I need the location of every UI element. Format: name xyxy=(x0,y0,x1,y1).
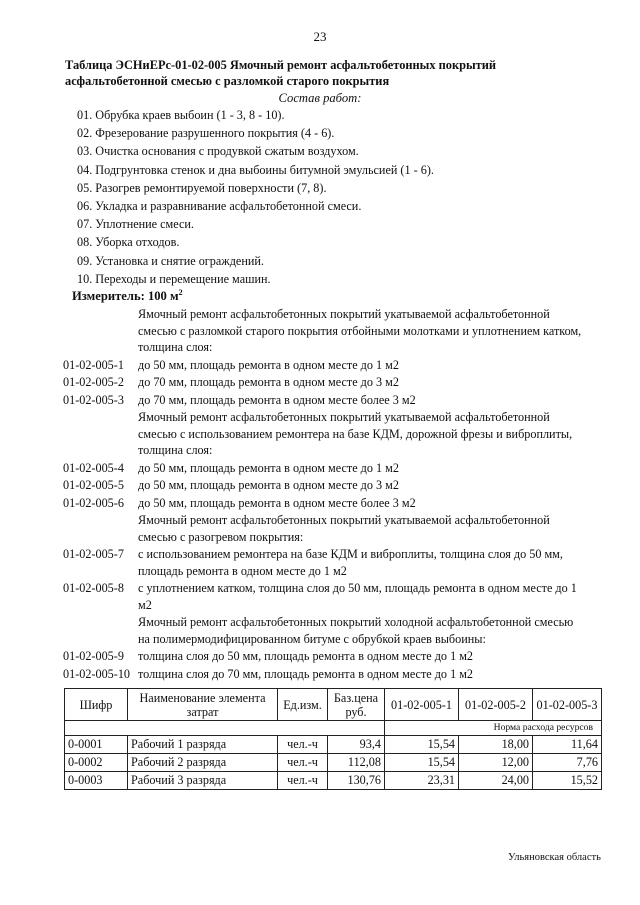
variant-code: 01-02-005-8 xyxy=(63,581,124,595)
variant-desc: до 50 мм, площадь ремонта в одном месте до 1 м2 xyxy=(138,460,399,475)
cell-v2: 12,00 xyxy=(459,754,533,772)
variant-row xyxy=(63,392,593,409)
work-item: 02. Фрезерование разрушенного покрытия (4 - 6). xyxy=(77,126,335,141)
cell-unit: чел.-ч xyxy=(278,754,328,772)
table-row xyxy=(65,754,602,772)
norm-label: Норма расхода ресурсов xyxy=(385,721,602,736)
variant-desc: до 50 мм, площадь ремонта в одном месте до 1 м2 xyxy=(138,357,399,372)
works-list xyxy=(77,108,434,290)
work-item: 10. Переходы и перемещение машин. xyxy=(77,271,271,286)
work-item: 09. Установка и снятие ограждений. xyxy=(77,253,264,268)
header-name: Наименование элемента затрат xyxy=(128,689,278,721)
cell-v1: 23,31 xyxy=(385,772,459,790)
variant-code: 01-02-005-1 xyxy=(63,357,124,372)
measure-unit xyxy=(72,288,183,304)
header-variant-3: 01-02-005-3 xyxy=(533,689,602,721)
variant-code: 01-02-005-2 xyxy=(63,375,124,389)
norm-spacer xyxy=(65,721,385,736)
cell-v1: 15,54 xyxy=(385,736,459,754)
group-heading: Ямочный ремонт асфальтобетонных покрытий укатываемой асфальтобетонной смесью с разогревом покрытия: xyxy=(138,513,550,544)
cell-name: Рабочий 2 разряда xyxy=(128,754,278,772)
cell-code: 0-0003 xyxy=(65,772,128,790)
variant-row xyxy=(63,495,593,512)
measure-superscript: 2 xyxy=(178,288,183,297)
variant-row xyxy=(63,580,593,613)
composition-heading: Состав работ: xyxy=(278,91,362,105)
header-unit: Ед.изм. xyxy=(278,689,328,721)
variant-code: 01-02-005-7 xyxy=(63,547,124,561)
group-heading: Ямочный ремонт асфальтобетонных покрытий холодной асфальтобетонной смесью на полимермодифицированном битуме с обрубкой краев выбоины: xyxy=(138,615,574,646)
cell-price: 93,4 xyxy=(328,736,385,754)
variant-code: 01-02-005-3 xyxy=(63,392,124,407)
variant-desc: до 70 мм, площадь ремонта в одном месте более 3 м2 xyxy=(138,392,416,407)
work-item: 07. Уплотнение смеси. xyxy=(77,217,194,232)
work-item: 04. Подгрунтовка стенок и дна выбоины битумной эмульсией (1 - 6). xyxy=(77,162,434,177)
cell-price: 112,08 xyxy=(328,754,385,772)
variant-code: 01-02-005-4 xyxy=(63,460,124,475)
variant-desc: толщина слоя до 70 мм, площадь ремонта в одном месте до 1 м2 xyxy=(138,666,474,681)
work-item: 05. Разогрев ремонтируемой поверхности (7, 8). xyxy=(77,180,327,195)
cell-name: Рабочий 1 разряда xyxy=(128,736,278,754)
region-label: Ульяновская область xyxy=(508,852,601,863)
header-code: Шифр xyxy=(65,689,128,721)
table-row xyxy=(65,772,602,790)
variant-code: 01-02-005-10 xyxy=(63,666,131,681)
cell-price: 130,76 xyxy=(328,772,385,790)
measure-label: Измеритель: 100 м xyxy=(72,289,179,303)
variant-desc: с использованием ремонтера на базе КДМ и виброплиты, толщина слоя до 50 мм, площадь ремонта в одном месте до 1 м2 xyxy=(138,547,563,578)
cell-v3: 11,64 xyxy=(533,736,602,754)
variant-code: 01-02-005-6 xyxy=(63,495,124,510)
table-title: Таблица ЭСНиЕРс-01-02-005 Ямочный ремонт асфальтобетонных покрытий асфальтобетонной смесью с разломкой старого покрытия xyxy=(65,58,497,88)
variant-desc: с уплотнением катком, толщина слоя до 50 мм, площадь ремонта в одном месте до 1 м2 xyxy=(138,581,577,612)
variant-desc: до 70 мм, площадь ремонта в одном месте до 3 м2 xyxy=(138,375,399,389)
norm-row xyxy=(65,721,602,736)
work-item: 01. Обрубка краев выбоин (1 - 3, 8 - 10). xyxy=(77,108,285,122)
cell-unit: чел.-ч xyxy=(278,772,328,790)
variant-row xyxy=(63,460,593,477)
cell-v1: 15,54 xyxy=(385,754,459,772)
resources-table xyxy=(64,688,602,790)
variant-desc: до 50 мм, площадь ремонта в одном месте до 3 м2 xyxy=(138,478,399,492)
group-heading: Ямочный ремонт асфальтобетонных покрытий укатываемой асфальтобетонной смесью с использованием ремонтера на базе КДМ, дорожной фрезы и виброплиты, толщина слоя: xyxy=(138,410,573,457)
variant-row xyxy=(63,666,593,683)
variants-section xyxy=(63,306,593,683)
work-item: 03. Очистка основания с продувкой сжатым воздухом. xyxy=(77,144,359,159)
variant-code: 01-02-005-9 xyxy=(63,649,124,663)
cell-unit: чел.-ч xyxy=(278,736,328,754)
cell-code: 0-0001 xyxy=(65,736,128,754)
variant-row xyxy=(63,648,593,665)
variant-desc: до 50 мм, площадь ремонта в одном месте более 3 м2 xyxy=(138,495,416,510)
cell-v2: 18,00 xyxy=(459,736,533,754)
variant-row xyxy=(63,357,593,374)
cell-code: 0-0002 xyxy=(65,754,128,772)
cell-v3: 15,52 xyxy=(533,772,602,790)
variant-code: 01-02-005-5 xyxy=(63,478,124,492)
work-item: 06. Укладка и разравнивание асфальтобетонной смеси. xyxy=(77,198,362,213)
group-heading: Ямочный ремонт асфальтобетонных покрытий укатываемой асфальтобетонной смесью с разломкой старого покрытия отбойными молотками и уплотнением катком, толщина слоя: xyxy=(138,307,582,354)
table-row xyxy=(65,736,602,754)
variant-row xyxy=(63,477,593,494)
page-number: 23 xyxy=(313,29,327,44)
cell-v3: 7,76 xyxy=(533,754,602,772)
header-price: Баз.цена руб. xyxy=(328,689,385,721)
cell-name: Рабочий 3 разряда xyxy=(128,772,278,790)
header-variant-2: 01-02-005-2 xyxy=(459,689,533,721)
header-variant-1: 01-02-005-1 xyxy=(385,689,459,721)
work-item: 08. Уборка отходов. xyxy=(77,235,180,250)
variant-row xyxy=(63,546,593,579)
cell-v2: 24,00 xyxy=(459,772,533,790)
variant-row xyxy=(63,374,593,391)
table-header-row xyxy=(65,689,602,721)
variant-desc: толщина слоя до 50 мм, площадь ремонта в одном месте до 1 м2 xyxy=(138,649,474,663)
